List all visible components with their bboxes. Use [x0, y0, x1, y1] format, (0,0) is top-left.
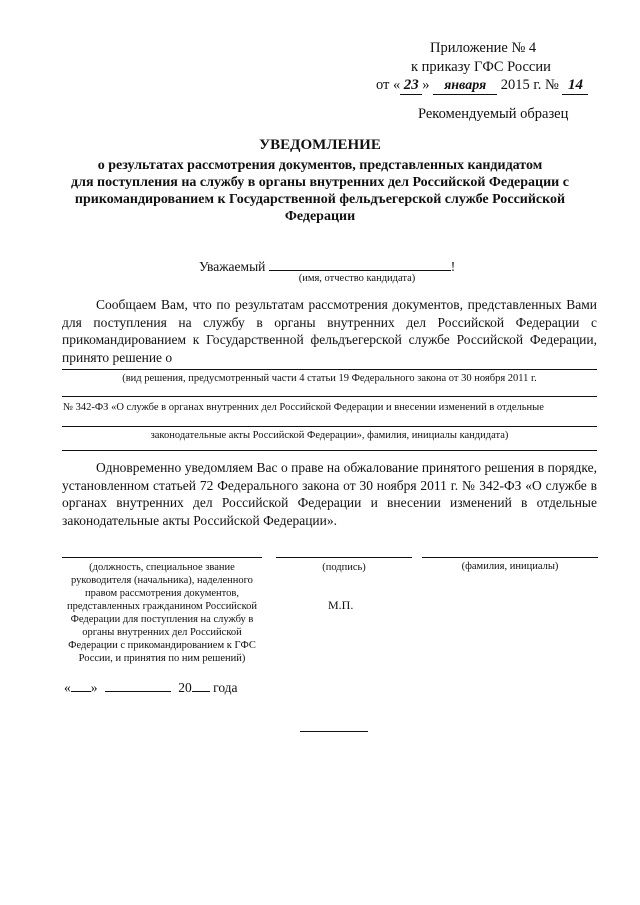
fullname-caption: (фамилия, инициалы) — [461, 561, 559, 572]
recommended-sample: Рекомендуемый образец — [418, 106, 569, 122]
date-prefix: от « — [376, 77, 401, 93]
position-caption: (должность, специальное звание руководителя (начальника), наделенного правом рассмотрения документов, представленных гражданином Российской Федерации для поступления на службу в органы внутренних дел Российской Федерации с прикомандированием к ГФС России, и принятия по ним решений) — [66, 562, 258, 664]
stamp-place: М.П. — [328, 598, 354, 612]
decision-line-3 — [62, 426, 597, 427]
candidate-name-caption: (имя, отчество кандидата) — [298, 273, 416, 284]
greeting-exclaim: ! — [450, 259, 456, 274]
signature-caption: (подпись) — [322, 562, 366, 573]
footer-month-field — [105, 679, 171, 692]
order-reference: к приказу ГФС России — [411, 59, 551, 75]
decision-caption-1: (вид решения, предусмотренный части 4 статьи 19 Федерального закона от 30 ноября 2011 г. — [122, 373, 537, 384]
notice-subtitle-line2: для поступления на службу в органы внутренних дел Российской Федерации с — [71, 175, 569, 190]
decision-paragraph: Сообщаем Вам, что по результатам рассмотрения документов, представленных Вами для поступления на службу в органы внутренних дел Российской Федерации с прикомандированием к Государственной фельдъегерской службе Российской Федерации, принято решение о — [62, 297, 597, 365]
appendix-number: Приложение № 4 — [430, 40, 537, 56]
decision-caption-2: № 342-ФЗ «О службе в органах внутренних дел Российской Федерации и внесении изменений в отдельные — [63, 402, 544, 413]
footer-year-field — [192, 679, 210, 692]
greeting-label: Уважаемый — [199, 259, 266, 274]
notice-subtitle-line3: прикомандированием к Государственной фельдъегерской службе Российской — [74, 192, 566, 207]
position-line — [62, 557, 262, 558]
order-date-line — [376, 77, 588, 95]
candidate-name-field — [269, 256, 451, 271]
decision-line-4 — [62, 450, 597, 451]
notice-subtitle-line4: Федерации — [284, 209, 356, 224]
footer-quote-close: » — [90, 680, 98, 695]
signature-line — [276, 557, 412, 558]
order-number: 14 — [562, 77, 588, 95]
notice-title: УВЕДОМЛЕНИЕ — [259, 137, 381, 153]
date-day: 23 — [400, 77, 422, 95]
footer-quote-open: « — [64, 680, 71, 695]
footer-date-line — [64, 679, 238, 696]
notice-title-block — [60, 137, 580, 225]
date-month: января — [433, 78, 497, 95]
footer-century: 20 — [178, 680, 192, 695]
date-year-number: 2015 г. № — [500, 77, 559, 93]
notice-subtitle-line1: о результатах рассмотрения документов, представленных кандидатом — [97, 158, 543, 173]
footer-day-field — [71, 679, 91, 692]
decision-caption-3: законодательные акты Российской Федерации», фамилия, инициалы кандидата) — [150, 430, 509, 441]
decision-line-1 — [62, 369, 597, 370]
date-mid: » — [422, 77, 430, 93]
closing-separator — [300, 731, 368, 732]
footer-year-word: года — [213, 680, 238, 695]
fullname-line — [422, 557, 598, 558]
appeal-paragraph: Одновременно уведомляем Вас о праве на обжалование принятого решения в порядке, установленном статьей 72 Федерального закона от 30 ноября 2011 г. № 342-ФЗ «О службе в органах внутренних дел Российской Федерации и внесении изменений в отдельные законодательные акты Российской Федерации». — [62, 460, 597, 528]
decision-line-2 — [62, 396, 597, 397]
